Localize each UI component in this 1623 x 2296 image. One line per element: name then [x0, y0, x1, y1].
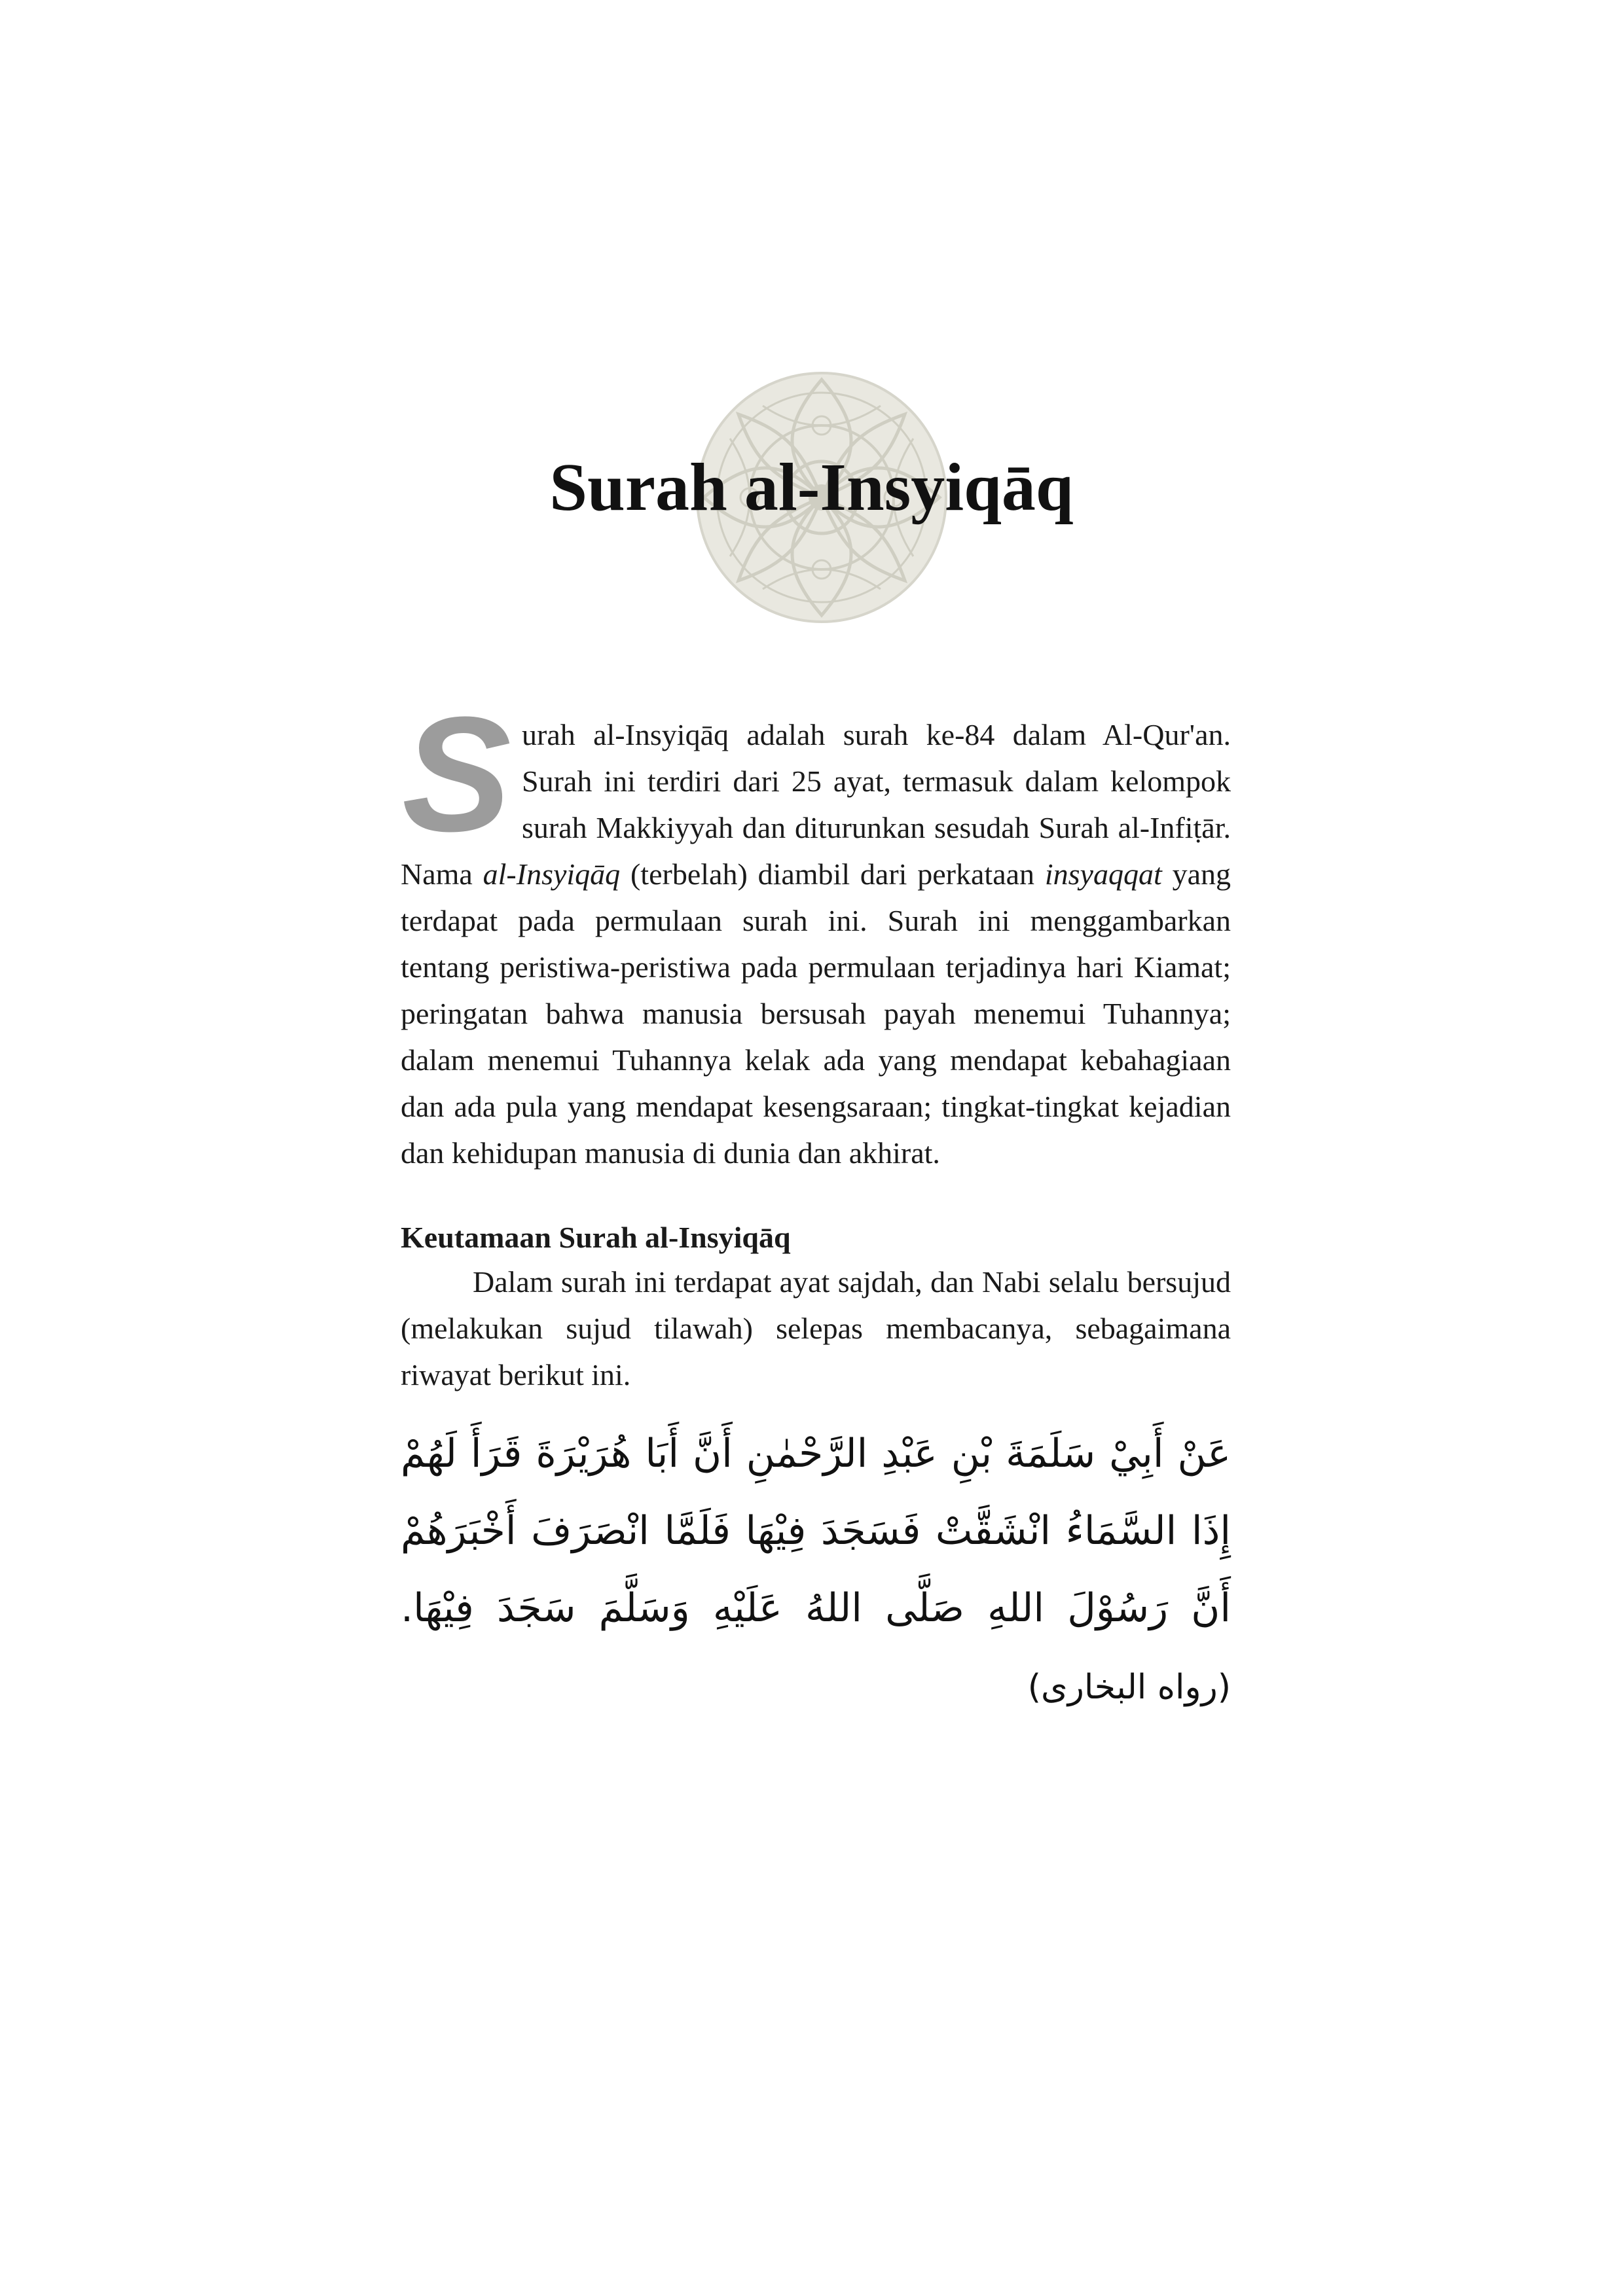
hadith-arabic [401, 1415, 1231, 1726]
intro-text-2: (terbelah) diambil dari perkataan [620, 857, 1045, 891]
intro-text-3: yang terdapat pada permulaan surah ini. Surah ini menggambarkan tentang peristiwa-peristiwa pada permulaan terjadinya hari Kiamat; peringatan bahwa manusia bersusah payah menemui Tuhannya; dalam menemui Tuhannya kelak ada yang mendapat kebahagiaan dan ada pula yang mendapat kesengsaraan; tingkat-tingkat kejadian dan kehidupan manusia di dunia dan akhirat. [401, 857, 1231, 1170]
drop-cap [398, 714, 513, 845]
section-heading: Keutamaan Surah al-Insyiqāq [401, 1221, 791, 1254]
intro-paragraph [401, 711, 1231, 1176]
drop-cap-letter: S [402, 714, 511, 845]
page-title: Surah al-Insyiqāq [549, 450, 1074, 525]
intro-term-insyaqqat: insyaqqat [1044, 857, 1162, 891]
intro-text-1: urah al-Insyiqāq adalah surah ke-84 dalam Al-Qur'an. Surah ini terdiri dari 25 ayat, termasuk dalam kelompok surah Makkiyyah dan diturunkan sesudah Surah al-Infiṭār. Nama [401, 718, 1231, 891]
hadith-text: عَنْ أَبِيْ سَلَمَةَ بْنِ عَبْدِ الرَّحْمٰنِ أَنَّ أَبَا هُرَيْرَةَ قَرَأَ لَهُمْ إِذَا السَّمَاءُ انْشَقَّتْ فَسَجَدَ فِيْهَا فَلَمَّا انْصَرَفَ أَخْبَرَهُمْ أَنَّ رَسُوْلَ اللهِ صَلَّى اللهُ عَلَيْهِ وَسَلَّمَ سَجَدَ فِيْهَا. [401, 1431, 1231, 1631]
section-paragraph: Dalam surah ini terdapat ayat sajdah, dan Nabi selalu bersujud (melakukan sujud tilawah) selepas membacanya, sebagaimana riwayat berikut ini. [401, 1265, 1231, 1391]
hadith-source: (رواه البخارى) [1027, 1668, 1231, 1707]
chapter-body [401, 711, 1231, 1726]
intro-term-insyiqaq: al-Insyiqāq [483, 857, 621, 891]
